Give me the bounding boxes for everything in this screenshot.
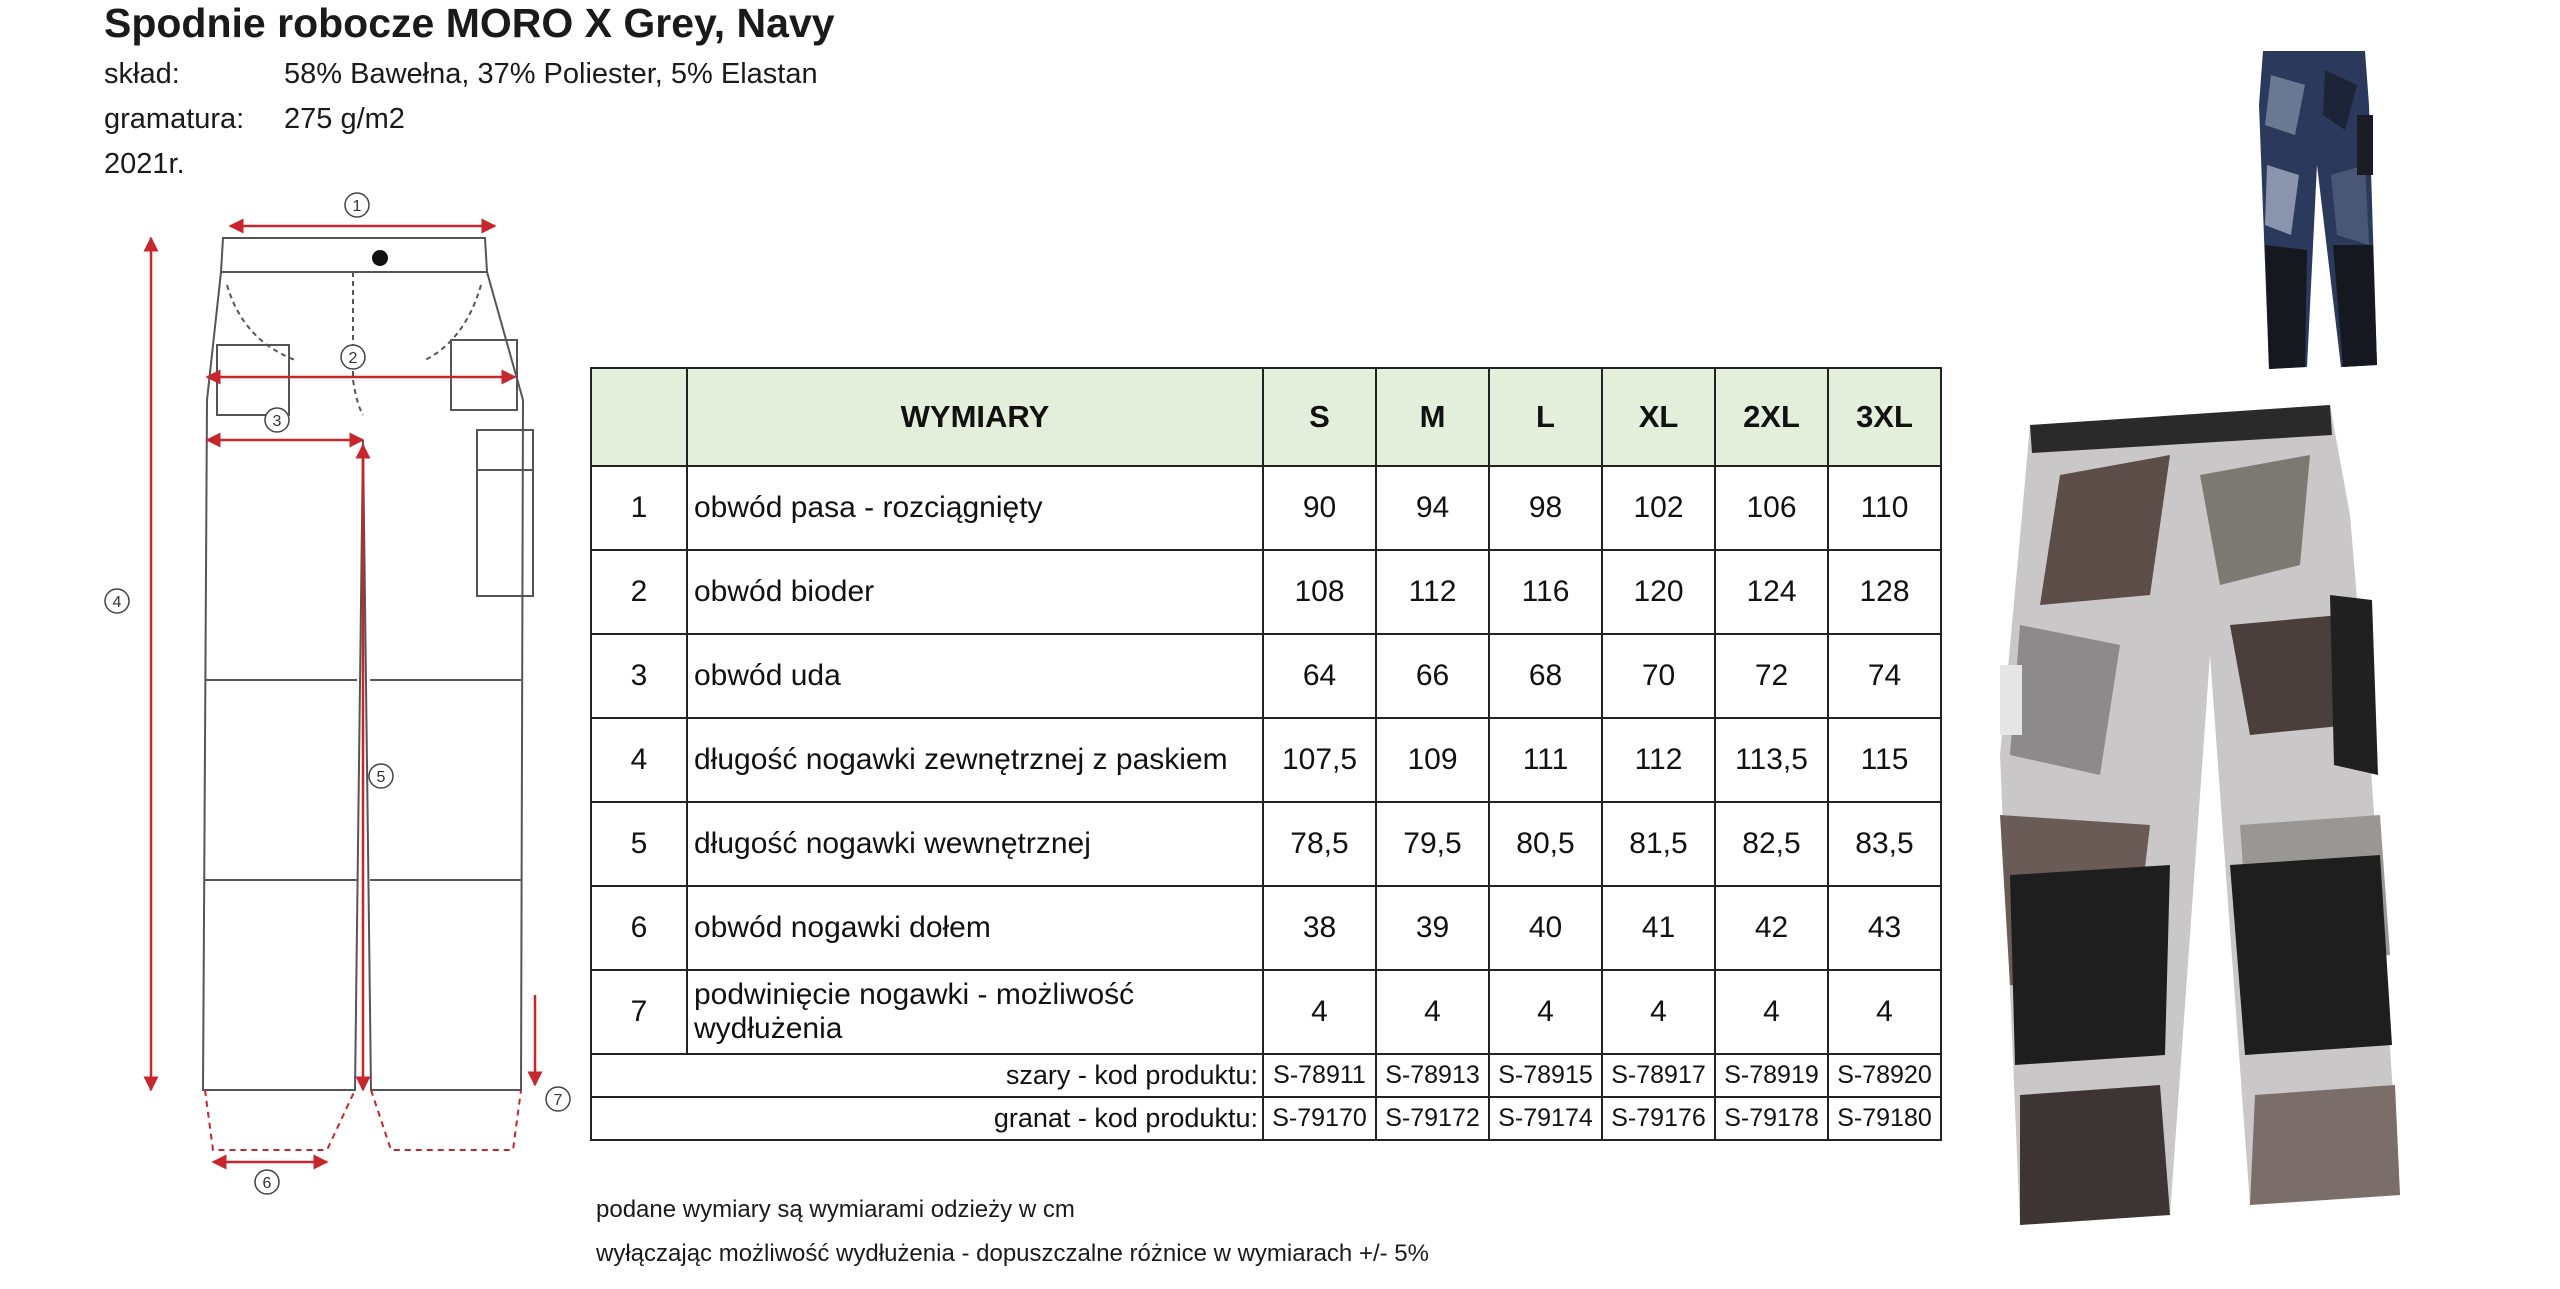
year-text: 2021r. <box>104 148 185 180</box>
row-value: 39 <box>1376 886 1489 970</box>
row-value: 78,5 <box>1263 802 1376 886</box>
row-value: 110 <box>1828 466 1941 550</box>
row-value: 111 <box>1489 718 1602 802</box>
row-value: 74 <box>1828 634 1941 718</box>
row-number: 5 <box>591 802 687 886</box>
trousers-outline <box>203 238 533 1150</box>
dimension-markers <box>105 193 570 1194</box>
row-value: 107,5 <box>1263 718 1376 802</box>
marker-5 <box>369 764 393 788</box>
row-value: 38 <box>1263 886 1376 970</box>
header-cell-size: 3XL <box>1828 368 1941 466</box>
product-code: S-79176 <box>1602 1097 1715 1140</box>
table-header-row <box>591 368 1941 466</box>
table-row <box>591 718 1941 802</box>
row-description: obwód uda <box>687 634 1263 718</box>
row-value: 112 <box>1602 718 1715 802</box>
header-cell-size: 2XL <box>1715 368 1828 466</box>
row-description: obwód nogawki dołem <box>687 886 1263 970</box>
table-row <box>591 970 1941 1054</box>
row-value: 4 <box>1489 970 1602 1054</box>
row-number: 3 <box>591 634 687 718</box>
header-cell-size: XL <box>1602 368 1715 466</box>
grey-camo-trousers-image <box>2000 395 2400 1235</box>
row-value: 113,5 <box>1715 718 1828 802</box>
row-description: długość nogawki zewnętrznej z paskiem <box>687 718 1263 802</box>
row-description: obwód pasa - rozciągnięty <box>687 466 1263 550</box>
product-code: S-79178 <box>1715 1097 1828 1140</box>
marker-2 <box>341 345 365 369</box>
svg-text:6: 6 <box>262 1175 272 1192</box>
row-value: 68 <box>1489 634 1602 718</box>
weight-label: gramatura: <box>104 103 245 135</box>
svg-text:1: 1 <box>352 198 362 215</box>
note-tolerance: wyłączając możliwość wydłużenia - dopuszczalne różnice w wymiarach +/- 5% <box>596 1240 1429 1267</box>
header-cell-size: S <box>1263 368 1376 466</box>
header-cell-size: M <box>1376 368 1489 466</box>
product-code: S-78920 <box>1828 1054 1941 1097</box>
header-cell-num <box>591 368 687 466</box>
row-description: długość nogawki wewnętrznej <box>687 802 1263 886</box>
row-number: 4 <box>591 718 687 802</box>
product-code-row <box>591 1054 1941 1097</box>
row-number: 2 <box>591 550 687 634</box>
svg-text:2: 2 <box>348 350 358 367</box>
marker-6 <box>255 1170 279 1194</box>
product-code: S-78919 <box>1715 1054 1828 1097</box>
size-table <box>590 367 1942 1141</box>
code-label: granat - kod produktu: <box>591 1097 1263 1140</box>
row-value: 66 <box>1376 634 1489 718</box>
row-value: 4 <box>1715 970 1828 1054</box>
header-cell-wymiary: WYMIARY <box>687 368 1263 466</box>
row-value: 83,5 <box>1828 802 1941 886</box>
marker-3 <box>265 408 289 432</box>
row-value: 106 <box>1715 466 1828 550</box>
button-icon <box>372 250 388 266</box>
svg-text:4: 4 <box>112 594 122 611</box>
svg-text:5: 5 <box>376 769 386 786</box>
product-code-row <box>591 1097 1941 1140</box>
table-row <box>591 634 1941 718</box>
row-value: 115 <box>1828 718 1941 802</box>
weight-value: 275 g/m2 <box>284 103 405 135</box>
composition-line <box>104 58 818 91</box>
row-value: 102 <box>1602 466 1715 550</box>
dimension-lines <box>151 226 535 1162</box>
row-value: 94 <box>1376 466 1489 550</box>
product-code: S-78917 <box>1602 1054 1715 1097</box>
row-value: 4 <box>1376 970 1489 1054</box>
composition-value: 58% Bawełna, 37% Poliester, 5% Elastan <box>284 58 818 90</box>
row-value: 70 <box>1602 634 1715 718</box>
row-description: podwinięcie nogawki - możliwość wydłużenia <box>687 970 1263 1054</box>
row-value: 81,5 <box>1602 802 1715 886</box>
row-value: 124 <box>1715 550 1828 634</box>
svg-text:7: 7 <box>553 1092 563 1109</box>
table-row <box>591 550 1941 634</box>
row-value: 90 <box>1263 466 1376 550</box>
navy-trousers-image <box>2245 45 2385 375</box>
trousers-technical-drawing <box>95 190 595 1192</box>
weight-line <box>104 103 405 136</box>
row-value: 72 <box>1715 634 1828 718</box>
row-value: 98 <box>1489 466 1602 550</box>
row-value: 42 <box>1715 886 1828 970</box>
header-cell-size: L <box>1489 368 1602 466</box>
row-value: 41 <box>1602 886 1715 970</box>
row-number: 7 <box>591 970 687 1054</box>
product-code: S-79180 <box>1828 1097 1941 1140</box>
row-value: 43 <box>1828 886 1941 970</box>
row-value: 116 <box>1489 550 1602 634</box>
marker-4 <box>105 589 129 613</box>
product-code: S-78915 <box>1489 1054 1602 1097</box>
row-value: 82,5 <box>1715 802 1828 886</box>
row-value: 128 <box>1828 550 1941 634</box>
table-row <box>591 802 1941 886</box>
row-number: 6 <box>591 886 687 970</box>
svg-text:3: 3 <box>272 413 282 430</box>
row-value: 109 <box>1376 718 1489 802</box>
table-row <box>591 466 1941 550</box>
row-value: 4 <box>1263 970 1376 1054</box>
product-title: Spodnie robocze MORO X Grey, Navy <box>104 0 835 46</box>
marker-1 <box>345 193 369 217</box>
row-number: 1 <box>591 466 687 550</box>
product-code: S-79174 <box>1489 1097 1602 1140</box>
row-value: 64 <box>1263 634 1376 718</box>
row-value: 79,5 <box>1376 802 1489 886</box>
code-label: szary - kod produktu: <box>591 1054 1263 1097</box>
row-value: 4 <box>1602 970 1715 1054</box>
row-value: 112 <box>1376 550 1489 634</box>
row-value: 108 <box>1263 550 1376 634</box>
composition-label: skład: <box>104 58 180 90</box>
row-description: obwód bioder <box>687 550 1263 634</box>
marker-7 <box>546 1087 570 1111</box>
product-code: S-79170 <box>1263 1097 1376 1140</box>
row-value: 40 <box>1489 886 1602 970</box>
product-code: S-78911 <box>1263 1054 1376 1097</box>
product-code: S-78913 <box>1376 1054 1489 1097</box>
row-value: 4 <box>1828 970 1941 1054</box>
row-value: 120 <box>1602 550 1715 634</box>
table-row <box>591 886 1941 970</box>
row-value: 80,5 <box>1489 802 1602 886</box>
note-dimensions: podane wymiary są wymiarami odzieży w cm <box>596 1196 1075 1223</box>
product-code: S-79172 <box>1376 1097 1489 1140</box>
